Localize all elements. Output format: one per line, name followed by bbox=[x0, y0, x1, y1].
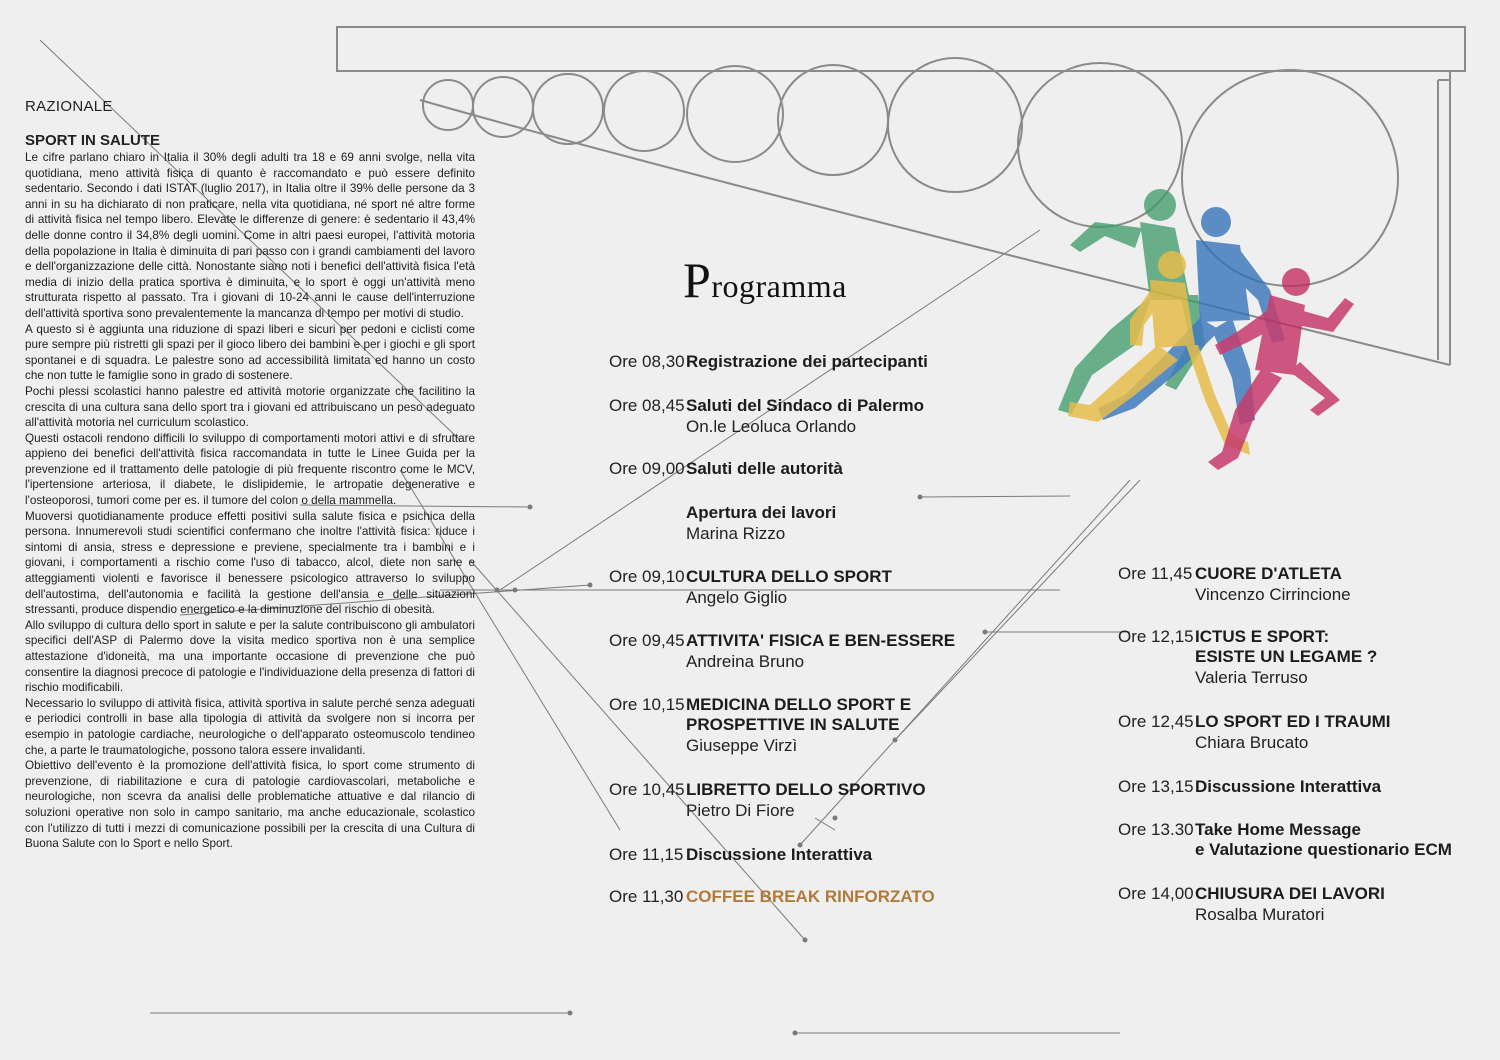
item-speaker: Angelo Giglio bbox=[686, 588, 788, 607]
paragraph: Obiettivo dell'evento è la promozione dell'attività fisica, lo sport come strumento di prevenzione, di riabilitazione e cura di patologie cardiovascolari, metaboliche e neurologiche, non scevra da analisi delle problematiche attuative e dal rilancio di soluzioni operative non solo in campo sanitario, ma anche educazionale, scolastico con l'utilizzo di tutti i mezzi di comunicazione possibili per la crescita di una Cultura di Buona Salute con lo Sport e nello Sport. bbox=[25, 759, 475, 851]
item-desc bbox=[686, 459, 843, 479]
item-title: CUORE D'ATLETA bbox=[1195, 564, 1342, 583]
item-time: Ore 11,30 bbox=[609, 887, 684, 906]
item-desc bbox=[686, 503, 836, 544]
section-label: RAZIONALE bbox=[25, 98, 113, 115]
item-title-line2: PROSPETTIVE IN SALUTE bbox=[686, 715, 900, 734]
item-speaker: Pietro Di Fiore bbox=[686, 801, 795, 820]
item-desc bbox=[686, 567, 892, 608]
item-title: CHIUSURA DEI LAVORI bbox=[1195, 884, 1385, 903]
item-time: Ore 13.30 bbox=[1118, 820, 1194, 839]
item-desc bbox=[686, 396, 924, 437]
item-title: Saluti del Sindaco di Palermo bbox=[686, 396, 925, 415]
item-speaker: Chiara Brucato bbox=[1195, 733, 1309, 752]
section-heading: SPORT IN SALUTE bbox=[25, 132, 161, 149]
razionale-section bbox=[25, 98, 475, 852]
paragraph: Muoversi quotidianamente produce effetti positivi sulla salute fisica e psichica della persona. Innumerevoli studi scientifici confermano che inoltre l'attività fisica: riduce i sintomi di ansia, stress e depressione e previene, specialmente tra i bambini e i giovani, i comportamenti a rischio come l'uso di tabacco, alcol, diete non sane e atteggiamenti violenti e favorisce il benessere psicologico attraverso lo sviluppo dell'autostima, dell'autonomia e facilità la gestione dell'ansia e delle situazioni stressanti, produce dispendio energetico e la diminuzione del rischio di obesità. bbox=[25, 509, 475, 617]
paragraph: Necessario lo sviluppo di attività fisica, attività sportiva in salute perché senza adeguati e periodici controlli in base alla tipologia di attività da svolgere non si incorra per esempio in patologie cardiache, neurologiche o dell'apparato osteomuscolo tendineo che, a parte le traumatologiche, possono talora essere invalidanti. bbox=[25, 696, 475, 757]
coffee-break-title: COFFEE BREAK RINFORZATO bbox=[686, 887, 935, 906]
item-title: Discussione Interattiva bbox=[686, 845, 873, 864]
item-desc bbox=[686, 352, 928, 372]
item-desc bbox=[686, 631, 955, 672]
item-desc bbox=[686, 695, 911, 756]
item-time: Ore 09,00 bbox=[609, 459, 685, 478]
item-time: Ore 08,30 bbox=[609, 352, 685, 371]
item-desc bbox=[686, 780, 926, 821]
paragraph: A questo si è aggiunta una riduzione di spazi liberi e sicuri per pedoni e ciclisti come pure sempre più ristretti gli spazi per il gioco libero dei bambini e per i giochi e gli sport spontanei e di squadra. Le palestre sono ad accessibilità limitata ed hanno un costo che non tutte le famiglie sono in grado di sostenere. bbox=[25, 322, 475, 383]
item-desc bbox=[1195, 820, 1452, 860]
item-desc bbox=[1195, 712, 1391, 753]
item-time: Ore 11,45 bbox=[1118, 564, 1193, 583]
item-speaker: Valeria Terruso bbox=[1195, 668, 1308, 687]
razionale-body bbox=[25, 150, 475, 852]
item-speaker: Giuseppe Virzì bbox=[686, 736, 798, 755]
item-title: Discussione Interattiva bbox=[1195, 777, 1382, 796]
item-desc bbox=[1195, 627, 1377, 688]
paragraph: Le cifre parlano chiaro in Italia il 30% degli adulti tra 18 e 69 anni svolge, nella vita quotidiana, meno attività fisica di quanto è raccomandato e può essere definito sedentario. Secondo i dati ISTAT (luglio 2017), in Italia oltre il 39% delle persone da 3 anni in su ha dichiarato di non praticare, nella vita quotidiana, né sport né altre forme di attività fisica nel tempo libero. Elevate le differenze di genere: è sedentario il 43,4% delle donne contro il 34,8% degli uomini. Come in altri paesi europei, l'attività motoria della popolazione in Italia è diminuita di pari passo con i grandi cambiamenti del lavoro e dell'organizzazione delle città. Nonostante siano noti i benefici dell'attività fisica l'età media di inizio della pratica sportiva è diminuita, e lo sport è oggi un'attività meno strutturata rispetto al passato. Tra i giovani di 10-24 anni le cause dell'interruzione dell'attività sportiva sono prevalentemente la mancanza di tempo per motivi di studio. bbox=[25, 151, 475, 320]
item-desc bbox=[686, 887, 935, 907]
item-title: Apertura dei lavori bbox=[686, 503, 837, 522]
programma-title bbox=[683, 252, 847, 308]
item-time: Ore 09,45 bbox=[609, 631, 685, 650]
paragraph: Questi ostacoli rendono difficili lo sviluppo di comportamenti motori attivi e di sfruttare appieno dei benefici dell'attività fisica raccomandata in tutte le Linee Guida per la prevenzione ed il trattamento delle patologie di più frequente riscontro come le MCV, l'ipertensione arteriosa, il diabete, le dislipidemie, le artropatie degenerative e l'osteoporosi, tumori come per es. il tumore del colon o della mammella. bbox=[25, 431, 475, 508]
item-speaker: Rosalba Muratori bbox=[1195, 905, 1325, 924]
item-time: Ore 08,45 bbox=[609, 396, 685, 415]
item-desc bbox=[686, 845, 872, 865]
item-title-line2: e Valutazione questionario ECM bbox=[1195, 840, 1452, 859]
item-time: Ore 12,15 bbox=[1118, 627, 1194, 646]
paragraph: Pochi plessi scolastici hanno palestre ed attività motorie organizzate che facilitino la crescita di una cultura sana dello sport tra i giovani ed attribuiscano un peso adeguato all'attività motoria nel curriculum scolastico. bbox=[25, 384, 475, 430]
item-time: Ore 11,15 bbox=[609, 845, 684, 864]
item-title: Saluti delle autorità bbox=[686, 459, 843, 478]
item-speaker: Vincenzo Cirrincione bbox=[1195, 585, 1351, 604]
item-time: Ore 10,15 bbox=[609, 695, 685, 714]
item-time: Ore 12,45 bbox=[1118, 712, 1194, 731]
item-time: Ore 10,45 bbox=[609, 780, 685, 799]
item-title: ATTIVITA' FISICA E BEN-ESSERE bbox=[686, 631, 956, 650]
item-desc bbox=[1195, 777, 1381, 797]
item-title: MEDICINA DELLO SPORT E bbox=[686, 695, 912, 714]
paragraph: Allo sviluppo di cultura dello sport in salute e per la salute contribuiscono gli ambulatori specifici dell'ASP di Palermo dove la visita medico sportiva non è una semplice attestazione d'idoneità, ma una importante occasione di prevenzione che può consentire la diagnosi precoce di patologie e l'individuazione della presenza di fattori di rischio modificabili. bbox=[25, 618, 475, 695]
item-speaker: Andreina Bruno bbox=[686, 652, 805, 671]
item-title: Take Home Message bbox=[1195, 820, 1361, 839]
item-title: LIBRETTO DELLO SPORTIVO bbox=[686, 780, 926, 799]
item-time: Ore 14,00 bbox=[1118, 884, 1194, 903]
item-title-line2: ESISTE UN LEGAME ? bbox=[1195, 647, 1378, 666]
item-title: CULTURA DELLO SPORT bbox=[686, 567, 892, 586]
item-title: LO SPORT ED I TRAUMI bbox=[1195, 712, 1391, 731]
item-title: ICTUS E SPORT: bbox=[1195, 627, 1330, 646]
item-desc bbox=[1195, 564, 1351, 605]
item-time: Ore 09,10 bbox=[609, 567, 685, 586]
item-speaker: Marina Rizzo bbox=[686, 524, 786, 543]
title-initial: P bbox=[683, 252, 712, 308]
title-rest: rogramma bbox=[711, 268, 847, 304]
item-title: Registrazione dei partecipanti bbox=[686, 352, 928, 371]
item-time: Ore 13,15 bbox=[1118, 777, 1194, 796]
item-speaker: On.le Leoluca Orlando bbox=[686, 417, 857, 436]
item-desc bbox=[1195, 884, 1385, 925]
